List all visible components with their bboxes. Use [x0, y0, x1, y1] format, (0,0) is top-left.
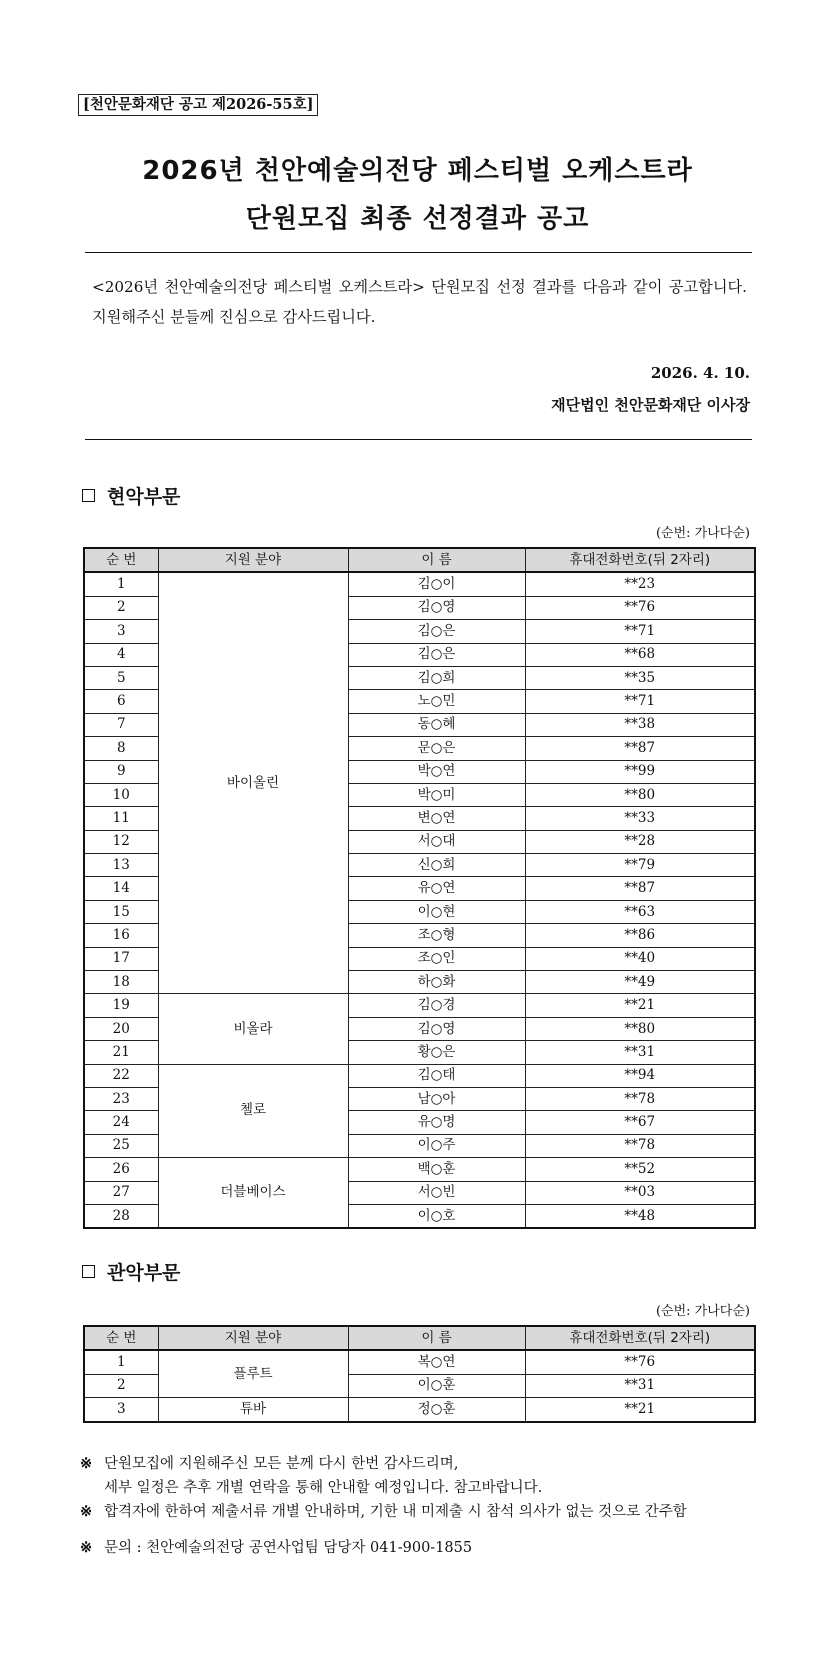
name-cell: 서○대: [348, 830, 525, 853]
phone-cell: **87: [525, 877, 755, 900]
phone-cell: **80: [525, 1017, 755, 1040]
name-cell: 백○훈: [348, 1158, 525, 1181]
name-cell: 이○현: [348, 900, 525, 923]
page-title-line1: 2026년 천안예술의전당 페스티벌 오케스트라: [142, 156, 693, 186]
row-number: 27: [84, 1181, 158, 1204]
row-number: 10: [84, 783, 158, 806]
phone-cell: **80: [525, 783, 755, 806]
row-number: 14: [84, 877, 158, 900]
winds-order-note: (순번: 가나다순): [655, 1304, 750, 1319]
reference-mark-icon: ※: [80, 1503, 93, 1520]
checkbox-square-icon: [82, 1265, 95, 1278]
table-row: [84, 572, 755, 596]
row-number: 1: [84, 572, 158, 596]
field-cell: 바이올린: [158, 572, 348, 994]
name-cell: 김○은: [348, 620, 525, 643]
row-number: 28: [84, 1204, 158, 1228]
name-cell: 이○주: [348, 1134, 525, 1157]
phone-cell: **40: [525, 947, 755, 970]
row-number: 6: [84, 690, 158, 713]
phone-cell: **38: [525, 713, 755, 736]
name-cell: 남○아: [348, 1087, 525, 1110]
phone-cell: **52: [525, 1158, 755, 1181]
row-number: 16: [84, 924, 158, 947]
name-cell: 유○명: [348, 1111, 525, 1134]
name-cell: 박○연: [348, 760, 525, 783]
column-header: 지원 분야: [158, 548, 348, 572]
name-cell: 유○연: [348, 877, 525, 900]
row-number: 20: [84, 1017, 158, 1040]
page-title-line2: 단원모집 최종 선정결과 공고: [245, 204, 590, 234]
reference-mark-icon: ※: [80, 1539, 93, 1556]
phone-cell: **31: [525, 1374, 755, 1397]
name-cell: 문○은: [348, 737, 525, 760]
table-header-row: [84, 548, 755, 572]
reference-mark-icon: ※: [80, 1455, 93, 1472]
field-cell: 더블베이스: [158, 1158, 348, 1229]
name-cell: 정○훈: [348, 1398, 525, 1422]
phone-cell: **35: [525, 666, 755, 689]
strings-order-note: (순번: 가나다순): [655, 526, 750, 541]
winds-results-table: [83, 1325, 756, 1423]
phone-cell: **87: [525, 737, 755, 760]
field-cell: 비올라: [158, 994, 348, 1064]
table-row: [84, 1350, 755, 1374]
row-number: 4: [84, 643, 158, 666]
row-number: 24: [84, 1111, 158, 1134]
row-number: 21: [84, 1041, 158, 1064]
column-header: 순 번: [84, 1326, 158, 1350]
note-3-text: 문의 : 천안예술의전당 공연사업팀 담당자 041-900-1855: [104, 1540, 473, 1556]
phone-cell: **78: [525, 1134, 755, 1157]
row-number: 8: [84, 737, 158, 760]
column-header: 지원 분야: [158, 1326, 348, 1350]
phone-cell: **76: [525, 596, 755, 619]
phone-cell: **31: [525, 1041, 755, 1064]
phone-cell: **79: [525, 854, 755, 877]
name-cell: 하○화: [348, 971, 525, 994]
column-header: 순 번: [84, 548, 158, 572]
row-number: 3: [84, 1398, 158, 1422]
name-cell: 김○경: [348, 994, 525, 1017]
name-cell: 김○영: [348, 1017, 525, 1040]
row-number: 13: [84, 854, 158, 877]
table-row: [84, 1064, 755, 1087]
phone-cell: **63: [525, 900, 755, 923]
row-number: 2: [84, 596, 158, 619]
row-number: 9: [84, 760, 158, 783]
phone-cell: **76: [525, 1350, 755, 1374]
name-cell: 박○미: [348, 783, 525, 806]
row-number: 18: [84, 971, 158, 994]
name-cell: 서○빈: [348, 1181, 525, 1204]
phone-cell: **28: [525, 830, 755, 853]
winds-section-title: 관악부문: [107, 1262, 181, 1284]
name-cell: 조○형: [348, 924, 525, 947]
phone-cell: **94: [525, 1064, 755, 1087]
row-number: 7: [84, 713, 158, 736]
issuer: 재단법인 천안문화재단 이사장: [551, 396, 750, 414]
phone-cell: **49: [525, 971, 755, 994]
phone-cell: **48: [525, 1204, 755, 1228]
table-header-row: [84, 1326, 755, 1350]
phone-cell: **71: [525, 690, 755, 713]
name-cell: 이○훈: [348, 1374, 525, 1397]
row-number: 26: [84, 1158, 158, 1181]
name-cell: 노○민: [348, 690, 525, 713]
name-cell: 김○이: [348, 572, 525, 596]
note-3: [80, 1536, 472, 1560]
phone-cell: **78: [525, 1087, 755, 1110]
row-number: 23: [84, 1087, 158, 1110]
phone-cell: **33: [525, 807, 755, 830]
name-cell: 변○연: [348, 807, 525, 830]
phone-cell: **86: [525, 924, 755, 947]
row-number: 15: [84, 900, 158, 923]
divider-top: [85, 252, 752, 253]
strings-section-heading: [82, 482, 180, 509]
note-1-line-1: 단원모집에 지원해주신 모든 분께 다시 한번 감사드리며,: [104, 1456, 459, 1472]
row-number: 5: [84, 666, 158, 689]
note-1: [80, 1452, 542, 1500]
column-header: 이 름: [348, 548, 525, 572]
column-header: 이 름: [348, 1326, 525, 1350]
name-cell: 김○영: [348, 596, 525, 619]
checkbox-square-icon: [82, 489, 95, 502]
row-number: 12: [84, 830, 158, 853]
phone-cell: **71: [525, 620, 755, 643]
row-number: 2: [84, 1374, 158, 1397]
row-number: 3: [84, 620, 158, 643]
phone-cell: **21: [525, 1398, 755, 1422]
row-number: 11: [84, 807, 158, 830]
name-cell: 김○태: [348, 1064, 525, 1087]
phone-cell: **67: [525, 1111, 755, 1134]
table-row: [84, 1158, 755, 1181]
row-number: 1: [84, 1350, 158, 1374]
note-2-text: 합격자에 한하여 제출서류 개별 안내하며, 기한 내 미제출 시 참석 의사가 없는 것으로 간주함: [104, 1504, 687, 1520]
field-cell: 플루트: [158, 1350, 348, 1397]
row-number: 17: [84, 947, 158, 970]
field-cell: 튜바: [158, 1398, 348, 1422]
name-cell: 김○은: [348, 643, 525, 666]
name-cell: 복○연: [348, 1350, 525, 1374]
strings-section-title: 현악부문: [107, 486, 181, 508]
table-row: [84, 994, 755, 1017]
row-number: 22: [84, 1064, 158, 1087]
announcement-date: 2026. 4. 10.: [650, 364, 750, 382]
name-cell: 조○인: [348, 947, 525, 970]
phone-cell: **23: [525, 572, 755, 596]
note-1-line-2: 세부 일정은 추후 개별 연락을 통해 안내할 예정입니다. 참고바랍니다.: [104, 1480, 543, 1496]
phone-cell: **21: [525, 994, 755, 1017]
divider-bottom: [85, 439, 752, 440]
intro-text: <2026년 천안예술의전당 페스티벌 오케스트라> 단원모집 선정 결과를 다음과 같이 공고합니다. 지원해주신 분들께 진심으로 감사드립니다.: [92, 278, 747, 326]
name-cell: 이○호: [348, 1204, 525, 1228]
notice-number: [천안문화재단 공고 제2026-55호]: [78, 94, 318, 116]
column-header: 휴대전화번호(뒤 2자리): [525, 1326, 755, 1350]
field-cell: 첼로: [158, 1064, 348, 1158]
phone-cell: **68: [525, 643, 755, 666]
note-2: [80, 1500, 687, 1524]
row-number: 19: [84, 994, 158, 1017]
row-number: 25: [84, 1134, 158, 1157]
name-cell: 황○은: [348, 1041, 525, 1064]
strings-results-table: [83, 547, 756, 1229]
table-row: [84, 1398, 755, 1422]
winds-section-heading: [82, 1258, 180, 1285]
name-cell: 동○혜: [348, 713, 525, 736]
name-cell: 김○희: [348, 666, 525, 689]
phone-cell: **03: [525, 1181, 755, 1204]
column-header: 휴대전화번호(뒤 2자리): [525, 548, 755, 572]
name-cell: 신○희: [348, 854, 525, 877]
phone-cell: **99: [525, 760, 755, 783]
